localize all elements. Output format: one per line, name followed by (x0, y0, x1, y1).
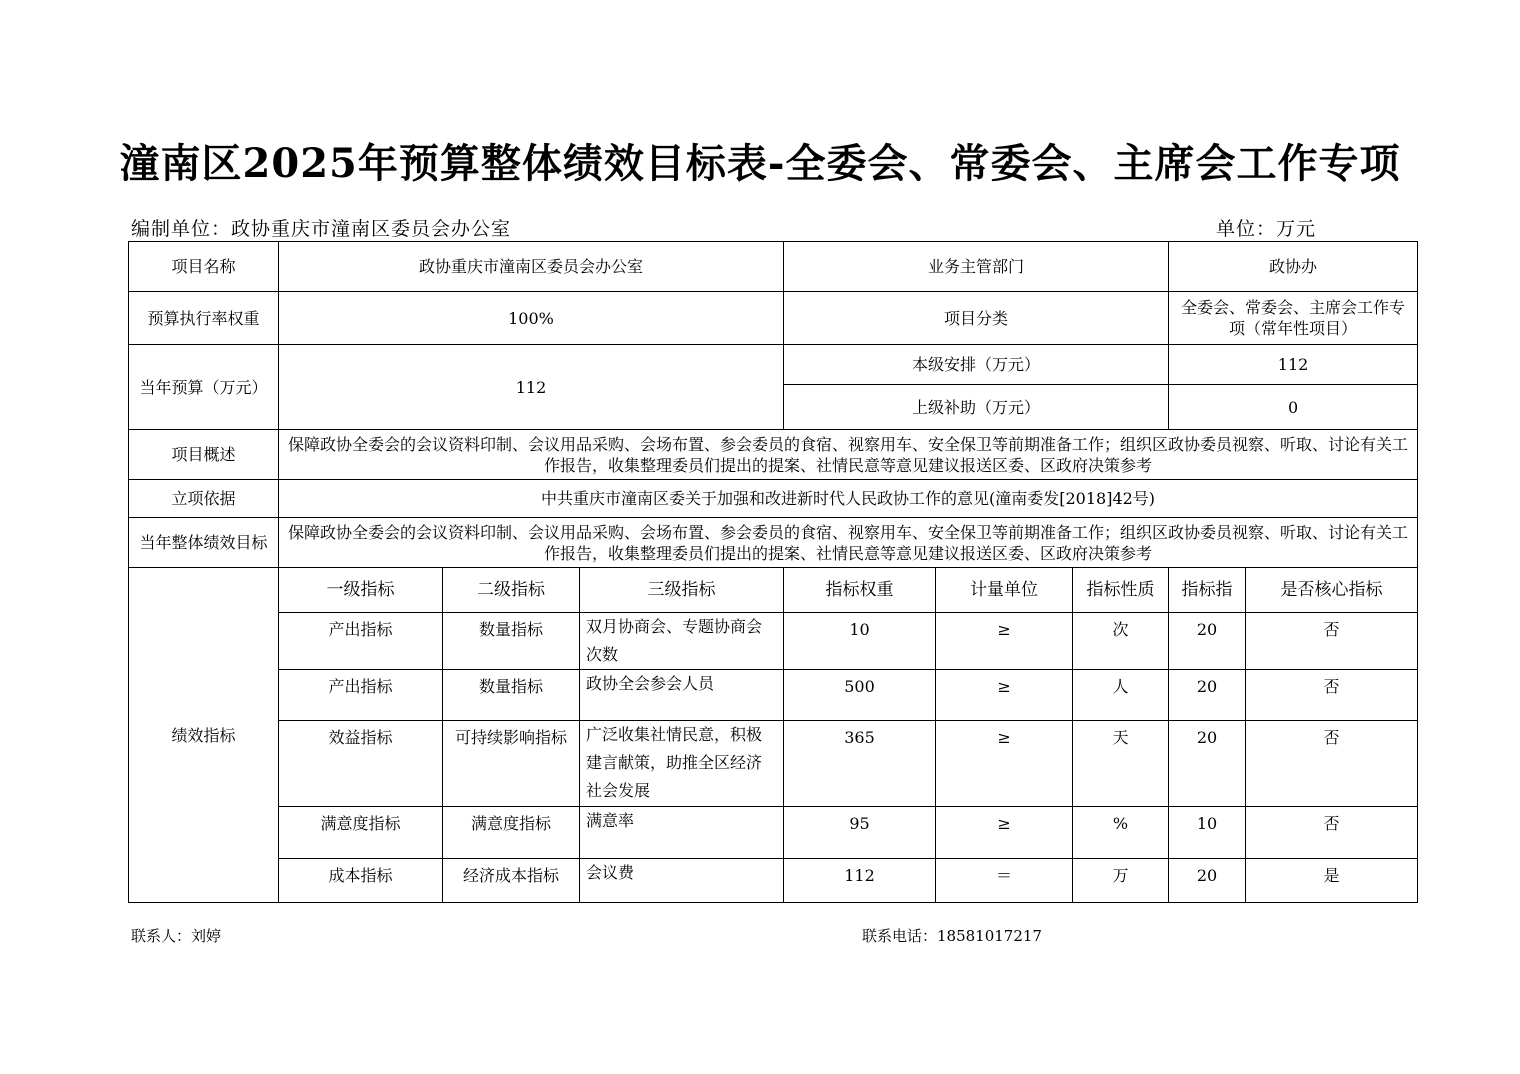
level2-cell: 经济成本指标 (443, 859, 580, 903)
level2-cell: 可持续影响指标 (443, 721, 580, 807)
level2-cell: 数量指标 (443, 670, 580, 721)
indicator-header: 是否核心指标 (1246, 568, 1418, 613)
page-title: 潼南区2025年预算整体绩效目标表-全委会、常委会、主席会工作专项 (119, 140, 1401, 187)
contact-phone: 联系电话：18581017217 (862, 927, 1042, 945)
level3-cell: 广泛收集社情民意，积极建言献策，助推全区经济社会发展 (580, 721, 784, 807)
level1-cell: 效益指标 (279, 721, 443, 807)
level2-cell: 数量指标 (443, 613, 580, 670)
weight-cell: 95 (784, 807, 936, 859)
project-name-value: 政协重庆市潼南区委员会办公室 (279, 242, 784, 292)
core-cell: 否 (1246, 721, 1418, 807)
level3-cell: 政协全会参会人员 (580, 670, 784, 721)
budget-value: 112 (279, 345, 784, 430)
target-cell: 20 (1169, 721, 1246, 807)
core-cell: 否 (1246, 613, 1418, 670)
nature-cell: 天 (1073, 721, 1169, 807)
basis-value: 中共重庆市潼南区委关于加强和改进新时代人民政协工作的意见(潼南委发[2018]42号) (279, 480, 1418, 518)
core-cell: 否 (1246, 807, 1418, 859)
unit-cell: ＝ (936, 859, 1073, 903)
target-cell: 20 (1169, 613, 1246, 670)
dept-value: 政协办 (1169, 242, 1418, 292)
level2-cell: 满意度指标 (443, 807, 580, 859)
level3-cell: 会议费 (580, 859, 784, 903)
nature-cell: 万 (1073, 859, 1169, 903)
weight-cell: 10 (784, 613, 936, 670)
project-name-label: 项目名称 (129, 242, 279, 292)
nature-cell: % (1073, 807, 1169, 859)
core-cell: 否 (1246, 670, 1418, 721)
category-label: 项目分类 (784, 292, 1169, 345)
target-cell: 10 (1169, 807, 1246, 859)
table-row (129, 613, 1418, 670)
budget-label: 当年预算（万元） (129, 345, 279, 430)
core-cell: 是 (1246, 859, 1418, 903)
currency-unit-value: 万元 (1276, 218, 1317, 240)
indicator-header: 一级指标 (279, 568, 443, 613)
performance-table (128, 241, 1418, 903)
compiling-unit (131, 214, 511, 241)
level1-cell: 产出指标 (279, 670, 443, 721)
target-cell: 20 (1169, 859, 1246, 903)
table-row (129, 670, 1418, 721)
level3-cell: 满意率 (580, 807, 784, 859)
unit-cell: ≥ (936, 613, 1073, 670)
weight-cell: 112 (784, 859, 936, 903)
compiling-unit-value: 政协重庆市潼南区委员会办公室 (231, 218, 512, 240)
category-value: 全委会、常委会、主席会工作专项（常年性项目） (1169, 292, 1418, 345)
indicator-header: 计量单位 (936, 568, 1073, 613)
indicator-header: 指标权重 (784, 568, 936, 613)
indicator-header: 二级指标 (443, 568, 580, 613)
level1-cell: 满意度指标 (279, 807, 443, 859)
nature-cell: 人 (1073, 670, 1169, 721)
target-cell: 20 (1169, 670, 1246, 721)
weight-cell: 365 (784, 721, 936, 807)
table-row (129, 807, 1418, 859)
compiling-unit-label: 编制单位： (131, 218, 232, 240)
weight-cell: 500 (784, 670, 936, 721)
unit-cell: ≥ (936, 807, 1073, 859)
level3-cell: 双月协商会、专题协商会次数 (580, 613, 784, 670)
currency-unit (1216, 214, 1316, 241)
unit-cell: ≥ (936, 670, 1073, 721)
overview-value: 保障政协全委会的会议资料印制、会议用品采购、会场布置、参会委员的食宿、视察用车、安全保卫等前期准备工作；组织区政协委员视察、听取、讨论有关工作报告，收集整理委员们提出的提案、社情民意等意见建议报送区委、区政府决策参考 (279, 430, 1418, 480)
basis-label: 立项依据 (129, 480, 279, 518)
local-value: 112 (1169, 345, 1418, 385)
goal-value: 保障政协全委会的会议资料印制、会议用品采购、会场布置、参会委员的食宿、视察用车、安全保卫等前期准备工作；组织区政协委员视察、听取、讨论有关工作报告，收集整理委员们提出的提案、社情民意等意见建议报送区委、区政府决策参考 (279, 518, 1418, 568)
table-row (129, 721, 1418, 807)
upper-value: 0 (1169, 385, 1418, 430)
overview-label: 项目概述 (129, 430, 279, 480)
table-row (129, 859, 1418, 903)
exec-rate-value: 100% (279, 292, 784, 345)
indicator-header: 指标指 (1169, 568, 1246, 613)
unit-cell: ≥ (936, 721, 1073, 807)
contact-person: 联系人：刘婷 (131, 927, 222, 945)
upper-label: 上级补助（万元） (784, 385, 1169, 430)
nature-cell: 次 (1073, 613, 1169, 670)
indicator-header: 指标性质 (1073, 568, 1169, 613)
local-label: 本级安排（万元） (784, 345, 1169, 385)
dept-label: 业务主管部门 (784, 242, 1169, 292)
currency-unit-label: 单位： (1216, 218, 1277, 240)
indicators-section-label: 绩效指标 (129, 568, 279, 903)
exec-rate-label: 预算执行率权重 (129, 292, 279, 345)
goal-label: 当年整体绩效目标 (129, 518, 279, 568)
level1-cell: 产出指标 (279, 613, 443, 670)
level1-cell: 成本指标 (279, 859, 443, 903)
indicator-header: 三级指标 (580, 568, 784, 613)
